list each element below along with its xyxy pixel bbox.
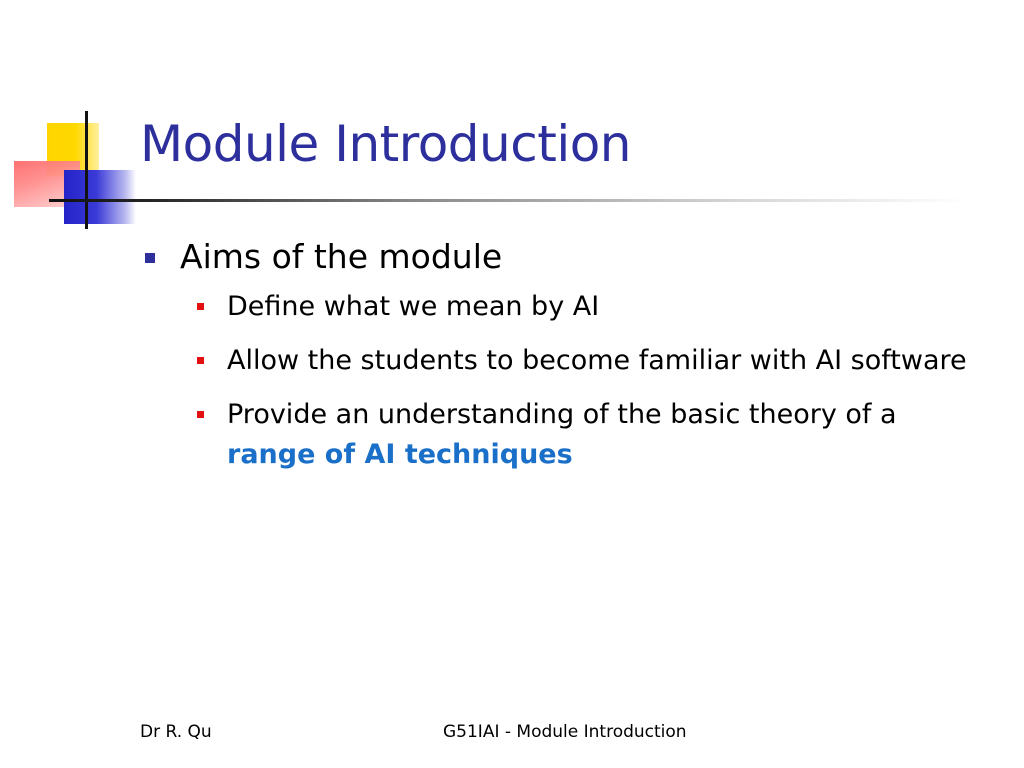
slide-content (145, 235, 1005, 489)
square-bullet-icon (197, 303, 204, 310)
title-underline-rule (49, 199, 969, 202)
square-bullet-icon (197, 357, 204, 364)
slide-title: Module Introduction (140, 115, 631, 173)
square-bullet-icon (197, 411, 204, 418)
decorative-logo (0, 0, 160, 240)
sub-bullet-item (145, 287, 1005, 327)
sub-bullet-list (145, 287, 1005, 475)
square-bullet-icon (145, 253, 155, 263)
sub-bullet-text: Allow the students to become familiar with AI software (227, 345, 967, 376)
sub-bullet-text: Provide an understanding of the basic theory of a (227, 399, 897, 430)
bullet-text: Aims of the module (180, 237, 503, 276)
bullet-item (145, 235, 1005, 279)
sub-bullet-text: Define what we mean by AI (227, 291, 600, 322)
footer-course: G51IAI - Module Introduction (443, 722, 687, 742)
highlighted-text: range of AI techniques (227, 439, 573, 470)
blue-square-shape (64, 170, 136, 224)
vertical-rule (85, 111, 88, 229)
sub-bullet-item (145, 395, 1005, 475)
sub-bullet-item (145, 341, 1005, 381)
footer-author: Dr R. Qu (140, 722, 212, 742)
